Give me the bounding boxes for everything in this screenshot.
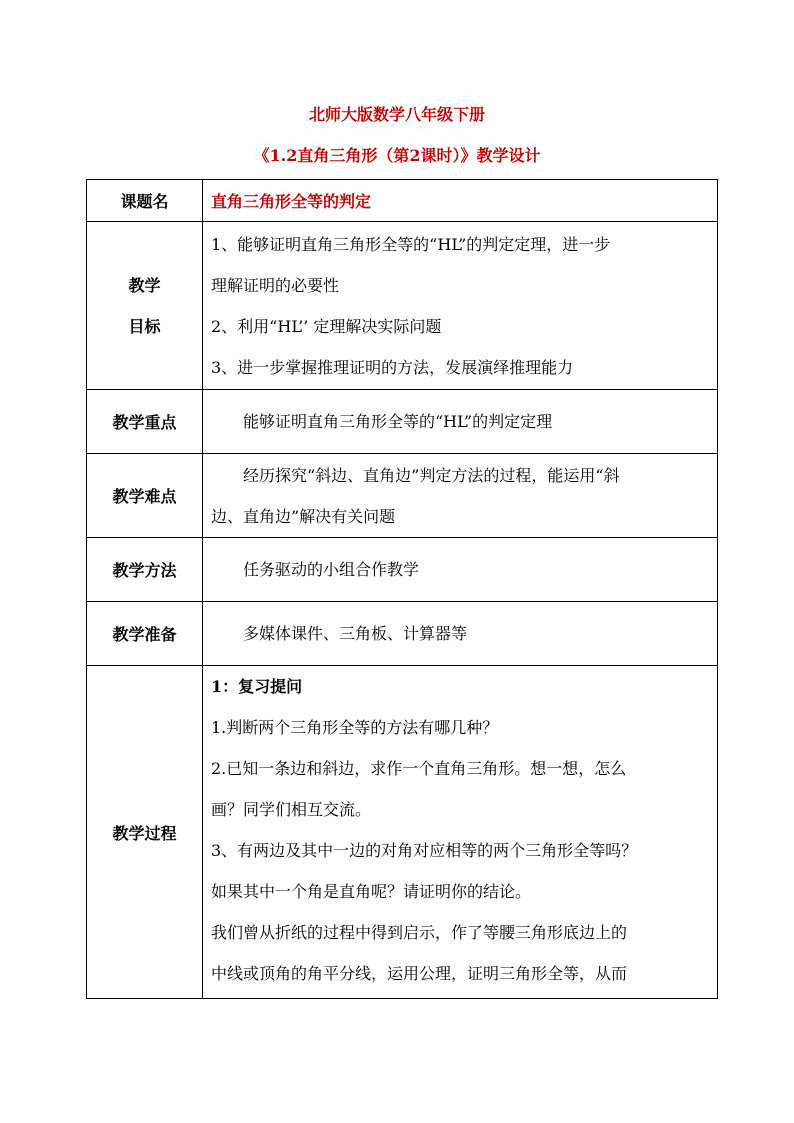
difficulty-value xyxy=(203,454,718,538)
prep-cell xyxy=(203,602,718,666)
goals-line-3: 2、利用“HL’’ 定理解决实际问题 xyxy=(211,316,442,336)
process-line-2: 2.已知一条边和斜边，求作一个直角三角形。想一想，怎么 xyxy=(211,759,627,778)
method-value: 任务驱动的小组合作教学 xyxy=(243,560,420,579)
goals-label-line-2: 目标 xyxy=(128,316,161,336)
difficulty-label: 教学难点 xyxy=(87,454,203,538)
method-cell xyxy=(203,538,718,602)
key-value: 能够证明直角三角形全等的“HL”的判定定理 xyxy=(243,412,553,431)
table-row-process xyxy=(87,666,718,999)
table-row-key xyxy=(87,390,718,454)
table-row-goals xyxy=(87,222,718,390)
goals-line-1: 1、能够证明直角三角形全等的“HL”的判定定理，进一步 xyxy=(211,234,611,254)
process-line-6: 我们曾从折纸的过程中得到启示，作了等腰三角形底边上的 xyxy=(211,923,628,942)
key-label: 教学重点 xyxy=(87,390,203,454)
difficulty-line-2: 边、直角边”解决有关问题 xyxy=(211,506,396,526)
method-label: 教学方法 xyxy=(87,538,203,602)
table-row-method xyxy=(87,538,718,602)
goals-value xyxy=(203,222,718,390)
process-label: 教学过程 xyxy=(87,666,203,999)
process-line-3: 画？同学们相互交流。 xyxy=(211,800,372,819)
goals-label-line-1: 教学 xyxy=(128,275,161,295)
goals-line-2: 理解证明的必要性 xyxy=(211,275,340,295)
table-row-topic xyxy=(87,180,718,222)
process-line-4: 3、有两边及其中一边的对角对应相等的两个三角形全等吗？ xyxy=(211,841,638,860)
topic-value: 直角三角形全等的判定 xyxy=(203,180,718,222)
difficulty-line-1: 经历探究“斜边、直角边”判定方法的过程，能运用“斜 xyxy=(243,465,620,485)
process-value xyxy=(203,666,718,999)
table-row-prep xyxy=(87,602,718,666)
process-line-1: 1.判断两个三角形全等的方法有哪几种？ xyxy=(211,718,499,737)
table-row-difficulty xyxy=(87,454,718,538)
topic-label: 课题名 xyxy=(87,180,203,222)
goals-label xyxy=(87,222,203,390)
prep-value: 多媒体课件、三角板、计算器等 xyxy=(243,624,468,643)
key-cell xyxy=(203,390,718,454)
document-subtitle: 《1.2直角三角形（第2课时）》教学设计 xyxy=(253,146,541,165)
lesson-plan-table xyxy=(86,179,718,999)
prep-label: 教学准备 xyxy=(87,602,203,666)
process-line-7: 中线或顶角的角平分线，运用公理，证明三角形全等，从而 xyxy=(211,964,628,983)
document-title: 北师大版数学八年级下册 xyxy=(308,105,485,124)
goals-line-4: 3、进一步掌握推理证明的方法，发展演绎推理能力 xyxy=(211,357,574,377)
process-line-5: 如果其中一个角是直角呢？请证明你的结论。 xyxy=(211,882,532,901)
process-heading: 1：复习提问 xyxy=(211,677,303,696)
